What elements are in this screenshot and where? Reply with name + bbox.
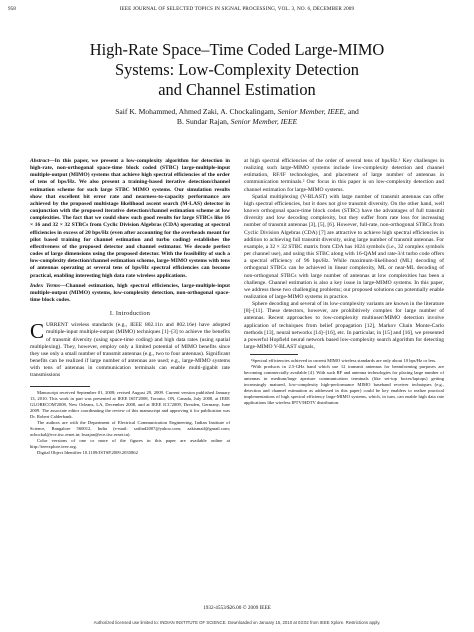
title-line: and Channel Estimation: [158, 80, 316, 99]
body-paragraph: Spatial multiplexing (V-BLAST) with large number of transmit antennas can offer high spectral efficiencies, but it does not give transmit diversity. On the other hand, well known orthogonal space-time block codes (STBC) have the advantages of full transmit diversity and low decoding complexity, but they suffer from rate loss for increasing number of transmit antennas [3], [5], [6]. However, full-rate, non-orthogonal STBCs from Cyclic Division Algebras (CDA) [7] are attractive to achieve high spectral efficiencies in addition to achieving full transmit diversity, using large number of transmit antennas. For example, a 32 × 32 STBC matrix from CDA has 1024 symbols (i.e., 32 complex symbols per channel use), and using this STBC along with 16-QAM and rate-3/4 turbo code offers a spectral efficiency of 96 bps/Hz. While maximum-likelihood (ML) decoding of orthogonal STBCs can be achieved in linear complexity, ML or near-ML decoding of non-orthogonal STBCs with large number of antennas at low complexities has been a challenge. Channel estimation is also a key issue in large-MIMO systems. In this paper, we address these two challenging problems; our proposed solutions can potentially enable realization of large-MIMO systems in practice.: [244, 193, 444, 300]
footnote-1: ¹Spectral efficiencies achieved in current MIMO wireless standards are only about 10 bps/Hz or less.: [251, 358, 437, 364]
footnote-doi: Digital Object Identifier 10.1109/JSTSP.2009.2035862: [37, 449, 138, 455]
license-notice: Authorized licensed use limited to: INDIAN INSTITUTE OF SCIENCE. Downloaded on January 15, 2010 at 03:02 from IEEE Xplore. Restrictions apply.: [93, 620, 381, 625]
footnote-rule: [30, 386, 90, 387]
right-column: [244, 158, 444, 406]
abstract-text: In this paper, we present a low-complexity algorithm for detection in high-rate, non-orthogonal space-time block coded (STBC) large-multiple-input multiple-output (MIMO) systems that achieve high spectral efficiencies of the order of tens of bps/Hz. We also present a training-based iterative detection/channel estimation scheme for such large STBC MIMO systems. Our simulation results show that excellent bit error rate and nearness-to-capacity performance are achieved by the proposed multistage likelihood ascent search (M-LAS) detector in conjunction with the proposed iterative detection/channel estimation scheme at low complexities. The fact that we could show such good results for large STBCs like 16 × 16 and 32 × 32 STBCs from Cyclic Division Algebras (CDA) operating at spectral efficiencies in excess of 20 bps/Hz (even after accounting for the overheads meant for pilot based training for channel estimation and turbo coding) establishes the effectiveness of the proposed detector and channel estimator. We decode perfect codes of large dimensions using the proposed detector. With the feasibility of such a low-complexity detection/channel estimation scheme, large-MIMO systems with tens of antennas operating at several tens of bps/Hz spectral efficiencies can become practical, enabling interesting high data rate wireless applications.: [30, 158, 230, 279]
abstract-label: Abstract—: [30, 158, 55, 164]
footnote-authors: The authors are with the Department of Electrical Communication Engineering, Indian Institute of Science, Bangalore 560012, India (e-mail: saifind2007@yahoo.com; zakismail@gmail.com; achockal@ece.iisc.ernet.in; bsrajan@ece.iisc.ernet.in).: [30, 419, 230, 437]
running-header: [8, 6, 466, 16]
author-and: and: [347, 107, 359, 116]
title-line: Systems: Low-Complexity Detection: [114, 60, 359, 79]
author-role: Senior Member, IEEE,: [277, 107, 346, 116]
footnote-manuscript: Manuscript received September 01, 2008; revised August 29, 2009. Current version published January 13, 2010. This work in part was presented at IEEE ISIT'2008, Toronto, ON, Canada, July 2008, at IEEE GLOBECOM'2008, New Orleans, LA, December 2008, and at IEEE ICC'2009, Dresden, Germany, June 2009. The associate editor coordinating the review of this manuscript and approving it for publication was Dr. Robert Calderbank.: [30, 389, 230, 419]
page-number: 958: [8, 6, 16, 12]
index-terms-label: Index Terms—: [30, 282, 66, 289]
intro-text: URRENT wireless standards (e.g., IEEE 802.11n and 802.16e) have adopted multiple-input multiple-output (MIMO) techniques [1]–[3] to achieve the benefits of transmit diversity (using space-time coding) and high data rates (using spatial multiplexing). They, however, employ only a limited potential of MIMO benefits since they use only a small number of transmit antennas (e.g., two to four antennas). Significant benefits can be realized if large number of antennas are used; e.g., large-MIMO systems with tens of antennas in communication terminals can enable multi-gigabit rate transmissions: [30, 322, 230, 379]
body-paragraph: Sphere decoding and several of its low-complexity variants are known in the literature [8]–[11]. These detectors, however, are prohibitively complex for large number of antennas. Recent approaches to low-complexity multiuser/MIMO detection involve application of techniques from belief propagation [12], Markov Chain Monte-Carlo methods [13], neural networks [14]–[16], etc. In particular, in [15] and [16], we presented a powerful Hopfield neural network based low-complexity search algorithm for detecting large-MIMO V-BLAST signals,: [244, 301, 444, 351]
author-role: Senior Member, IEEE: [230, 117, 298, 126]
issn-line: 1932-4553/$26.00 © 2009 IEEE: [203, 605, 271, 611]
footnote-2: ²With products in 2.5-GHz band which use 12 transmit antennas for beamforming purposes are becoming commercially available [4]. With such RF and antenna technologies for placing large number of antennas in medium/large aperture communication terminals (like set-top boxes/laptops) getting increasingly matured, low-complexity high-performance MIMO baseband receiver techniques (e.g., detection and channel estimation as addressed in this paper) could be key enablers to realize practical implementations of high spectral efficiency large-MIMO systems, which, in turn, can enable high data rate applications like wireless IPTV/HDTV distribution.: [244, 364, 444, 406]
drop-cap: C: [30, 319, 45, 344]
journal-name: IEEE JOURNAL OF SELECTED TOPICS IN SIGNAL PROCESSING, VOL. 3, NO. 6, DECEMBER 2009: [119, 6, 355, 12]
section-heading: I. Introduction: [109, 310, 151, 318]
body-paragraph: at high spectral efficiencies of the order of several tens of bps/Hz.¹ Key challenges in realizing such large-MIMO systems include low-complexity detection and channel estimation, RF/IF technologies, and placement of large number of antennas in communication terminals.² Our focus in this paper is on low-complexity detection and channel estimation for large-MIMO systems.: [244, 158, 444, 193]
author-list: [30, 107, 444, 127]
paper-title: [20, 40, 454, 100]
author-names: B. Sundar Rajan,: [176, 117, 229, 126]
intro-paragraph: [30, 319, 230, 379]
abstract: [30, 158, 230, 280]
title-line: High-Rate Space–Time Coded Large-MIMO: [89, 40, 385, 59]
footnote-color: Color versions of one or more of the figures in this paper are available online at http://ieeexplore.ieee.org.: [30, 437, 230, 449]
index-terms: [30, 283, 230, 304]
footnote-rule: [250, 354, 298, 355]
left-column: [30, 158, 230, 456]
index-terms-text: Channel estimation, high spectral efficiencies, large-multiple-input multiple-output (MIMO) systems, low-complexity detection, non-orthogonal space-time block codes.: [30, 282, 230, 303]
author-names: Saif K. Mohammed, Ahmed Zaki, A. Chockalingam,: [115, 107, 276, 116]
